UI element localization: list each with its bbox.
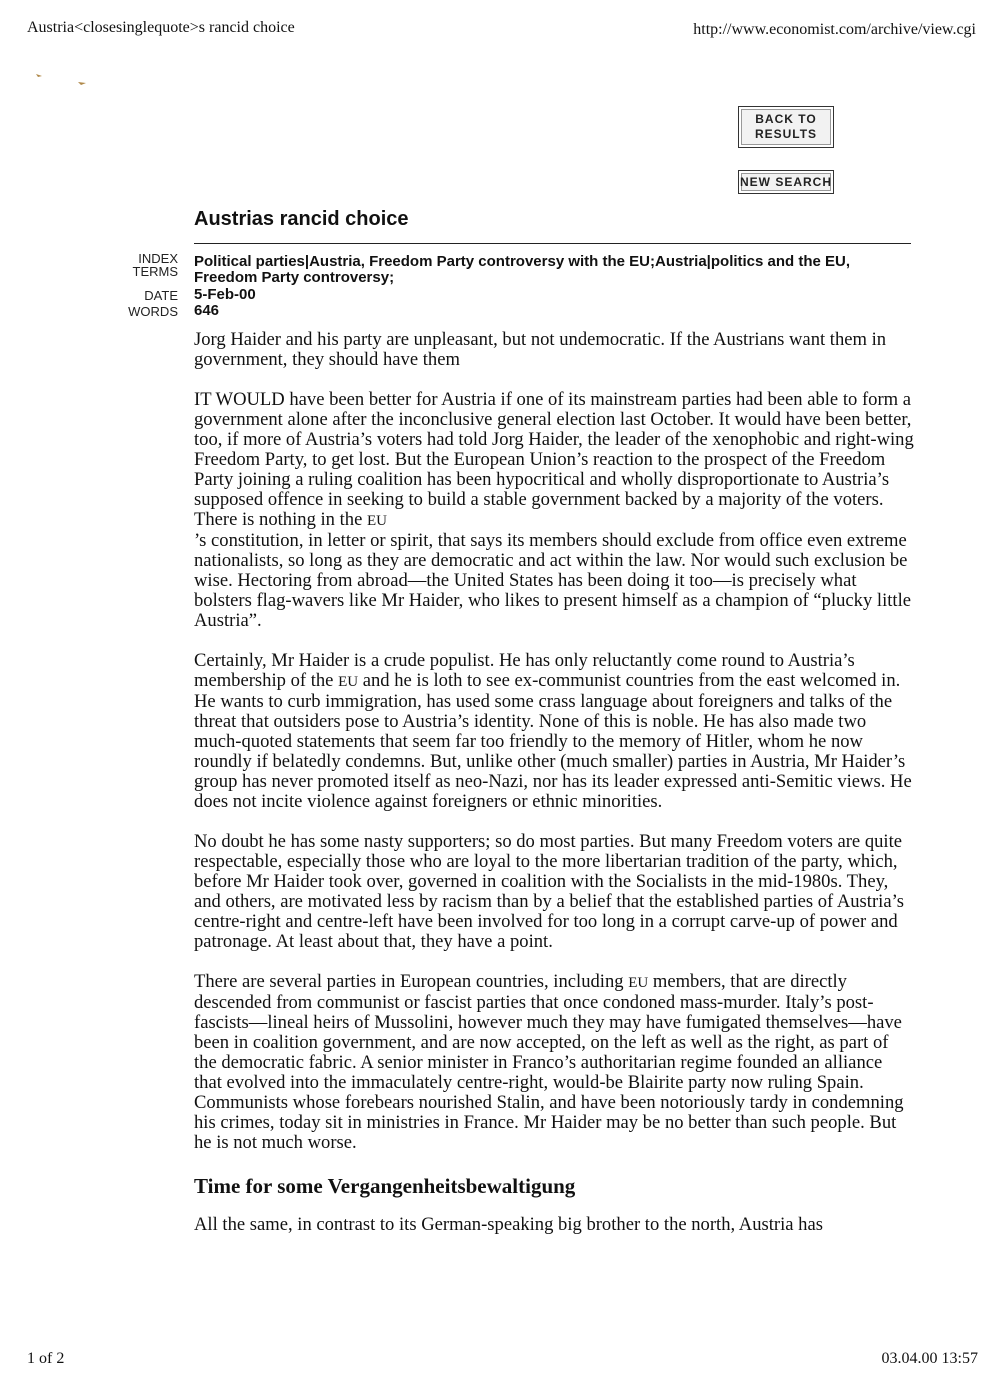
print-header-title: Austria<closesinglequote>s rancid choice: [27, 19, 295, 36]
article-body: [194, 330, 914, 1255]
date-value: 5-Feb-00: [194, 286, 256, 303]
new-search-button[interactable]: NEW SEARCH: [738, 170, 834, 194]
page-number: 1 of 2: [27, 1350, 65, 1367]
index-terms-label: INDEX TERMS: [132, 251, 178, 279]
paragraph-2: Certainly, Mr Haider is a crude populist. He has only reluctantly come round to Austria’s membership of the EU and he is loth to see ex-communist countries from the east welcomed in. He wants to curb immigration, has used some crass language about foreigners and talks of the threat that outsiders pose to Austria’s identity. None of this is noble. He has also made two much-quoted statements that seem far too friendly to the memory of Hitler, whom he now roundly if belatedly condemns. But, unlike other (much smaller) parties in Austria, Mr Haider’s group has never promoted itself as neo-Nazi, nor has its leader expressed anti-Semitic views. He does not incite violence against foreigners or ethnic minorities.: [194, 650, 912, 812]
article-subheading: Time for some Vergangenheitsbewaltigung: [194, 1174, 576, 1198]
paragraph-3: No doubt he has some nasty supporters; so do most parties. But many Freedom voters are quite respectable, especially those who are loyal to the more libertarian tradition of the party, which, before Mr Haider took over, governed in coalition with the Socialists in the mid-1980s. They, and others, are motivated less by racism than by a belief that the established parties of Austria’s centre-right and centre-left have been involved for too long in a corrupt carve-up of power and patronage. At least about that, they have a point.: [194, 831, 904, 952]
words-value: 646: [194, 302, 220, 319]
words-label: WORDS: [128, 304, 178, 319]
paragraph-5: All the same, in contrast to its German-speaking big brother to the north, Austria has: [194, 1214, 823, 1235]
scan-specks: [30, 68, 100, 92]
paragraph-4: There are several parties in European countries, including EU members, that are directly descended from communist or fascist parties that once condoned mass-murder. Italy’s post-fascists—lineal heirs of Mussolini, however much they may have fumigated themselves—have been in coalition government, and are now accepted, on the left as well as the right, as part of the democratic fabric. A senior minister in Franco’s authoritarian regime founded an alliance that evolved into the immaculately centre-right, would-be Blairite party now ruling Spain. Communists whose forebears nourished Stalin, and have been notoriously tardy in condemning his crimes, today sit in ministries in France. Mr Haider may be no better than such people. But he is not much worse.: [194, 971, 904, 1153]
headline-divider: [194, 243, 911, 244]
paragraph-1: IT WOULD have been better for Austria if one of its mainstream parties had been able to form a government alone after the inconclusive general election last October. It would have been better, too, if more of Austria’s voters had told Jorg Haider, the leader of the xenophobic and right-wing Freedom Party, to get lost. But the European Union’s reaction to the prospect of the Freedom Party joining a ruling coalition has been hypocritical and wholly disproportionate to Austria’s supposed offence in seeking to build a stable government backed by a majority of the voters. There is nothing in the EU ’s constitution, in letter or spirit, that says its members should exclude from office even extreme nationalists, so long as they are democratic and act within the law. Nor would such exclusion be wise. Hectoring from abroad—the United States has been doing it too—is precisely what bolsters flag-wavers like Mr Haider, who likes to present himself as a champion of “plucky little Austria”.: [194, 389, 914, 631]
index-terms-value: Political parties|Austria, Freedom Party controversy with the EU;Austria|politics and the EU, Freedom Party controversy;: [194, 253, 851, 286]
back-to-results-button[interactable]: [738, 106, 834, 148]
back-to-results-label-line2: RESULTS: [754, 127, 818, 141]
article-headline: Austrias rancid choice: [194, 208, 409, 230]
date-label: DATE: [144, 288, 178, 303]
print-timestamp: 03.04.00 13:57: [881, 1350, 978, 1367]
back-to-results-label-line1: BACK TO: [755, 112, 817, 126]
print-header-url: http://www.economist.com/archive/view.cgi: [693, 21, 976, 38]
standfirst: Jorg Haider and his party are unpleasant, but not undemocratic. If the Austrians want them in government, they should have them: [194, 329, 887, 370]
